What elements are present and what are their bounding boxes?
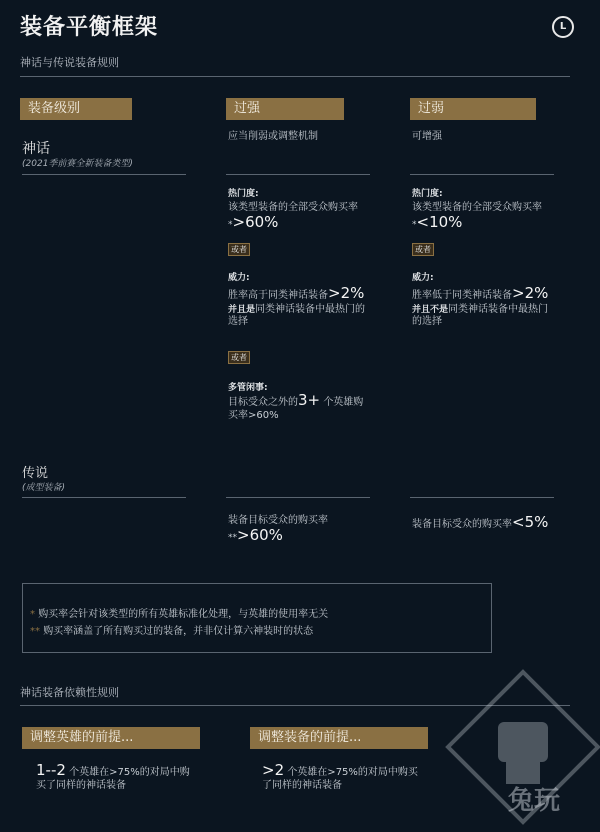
champion-adjust-text: 个英雄在>75%的对局中购买了同样的神话装备 [36, 767, 190, 791]
watermark-text: 兔玩 [508, 786, 561, 816]
or-tag: 或者 [228, 243, 250, 256]
power-condition-text: 同类神话装备中最热门的选择 [412, 304, 549, 327]
popularity-value-row [228, 212, 278, 231]
footnote-2-text: 购买率涵盖了所有购买过的装备，并非仅计算六神装时的状态 [43, 626, 314, 637]
item-adjust-rule [262, 761, 422, 792]
popularity-value: >60% [232, 213, 279, 231]
meddling-desc-post: 个英雄购买率>60% [228, 397, 364, 421]
meddling-desc [228, 391, 370, 422]
footnote-star: * [228, 220, 233, 230]
champion-adjust-header: 调整英雄的前提... [22, 727, 200, 749]
item-adjust-value: >2 [262, 761, 285, 779]
footnote-2 [30, 622, 313, 637]
legendary-strong-desc: 装备目标受众的购买率 [228, 515, 328, 526]
legendary-strong-value-row [228, 525, 283, 544]
underpowered-subtitle: 可增强 [412, 131, 442, 142]
page-title: 装备平衡框架 [20, 15, 159, 40]
divider [226, 497, 370, 498]
popularity-value: <10% [416, 213, 463, 231]
power-label: 威力: [228, 273, 250, 283]
power-desc: 胜率高于同类神话装备 [228, 290, 328, 301]
item-adjust-text: 个英雄在>75%的对局中购买了同样的神话装备 [262, 767, 418, 791]
footnote-1 [30, 605, 328, 620]
popularity-desc: 该类型装备的全部受众购买率 [228, 202, 358, 213]
column-header-tier: 装备级别 [20, 98, 132, 120]
item-adjust-header: 调整装备的前提... [250, 727, 428, 749]
power-condition-bold: 并且是 [228, 305, 256, 315]
popularity-value-row [412, 212, 462, 231]
power-value: >2% [512, 284, 549, 302]
divider [22, 497, 186, 498]
power-value: >2% [328, 284, 365, 302]
popularity-label: 热门度: [412, 189, 443, 199]
lol-logo-icon: L [552, 16, 574, 38]
footnote-star: * [30, 609, 35, 620]
footnote-1-text: 购买率会针对该类型的所有英雄标准化处理，与英雄的使用率无关 [38, 609, 329, 620]
power-label: 威力: [412, 273, 434, 283]
overpowered-subtitle: 应当削弱或调整机制 [228, 131, 318, 142]
legendary-weak-value: <5% [512, 513, 549, 531]
champion-adjust-rule [36, 761, 196, 792]
power-row [412, 284, 548, 302]
divider [410, 497, 554, 498]
popularity-desc: 该类型装备的全部受众购买率 [412, 202, 542, 213]
legendary-weak-desc: 装备目标受众的购买率 [412, 519, 512, 530]
column-header-overpowered: 过强 [226, 98, 344, 120]
divider [226, 174, 370, 175]
champion-adjust-value: 1--2 [36, 761, 66, 779]
legendary-strong-value: >60% [237, 526, 283, 544]
tier-legendary-name: 传说 [22, 466, 49, 481]
section-title-mythic-legendary: 神话与传说装备规则 [20, 56, 119, 69]
or-tag: 或者 [412, 243, 434, 256]
column-header-underpowered: 过弱 [410, 98, 536, 120]
power-row [228, 284, 364, 302]
meddling-desc-pre: 目标受众之外的 [228, 397, 298, 408]
footnote-star: ** [30, 626, 40, 637]
power-condition-text: 同类神话装备中最热门的选择 [228, 304, 366, 327]
power-condition [228, 304, 370, 328]
power-condition-bold: 并且不是 [412, 305, 449, 315]
divider [20, 76, 570, 77]
footnote-star: ** [228, 533, 237, 543]
meddling-label: 多管闲事: [228, 383, 268, 393]
footnote-star: * [412, 220, 417, 230]
popularity-label: 热门度: [228, 189, 259, 199]
tier-mythic-name: 神话 [22, 141, 50, 157]
or-tag: 或者 [228, 351, 250, 364]
section-title-mythic-dependency: 神话装备依赖性规则 [20, 686, 119, 699]
power-desc: 胜率低于同类神话装备 [412, 290, 512, 301]
divider [410, 174, 554, 175]
legendary-weak-row [412, 513, 548, 531]
meddling-value: 3+ [298, 391, 321, 409]
divider [22, 174, 186, 175]
tier-mythic-note: (2021季前赛全新装备类型) [22, 159, 133, 169]
power-condition [412, 304, 554, 328]
tier-legendary-note: (成型装备) [22, 483, 66, 493]
